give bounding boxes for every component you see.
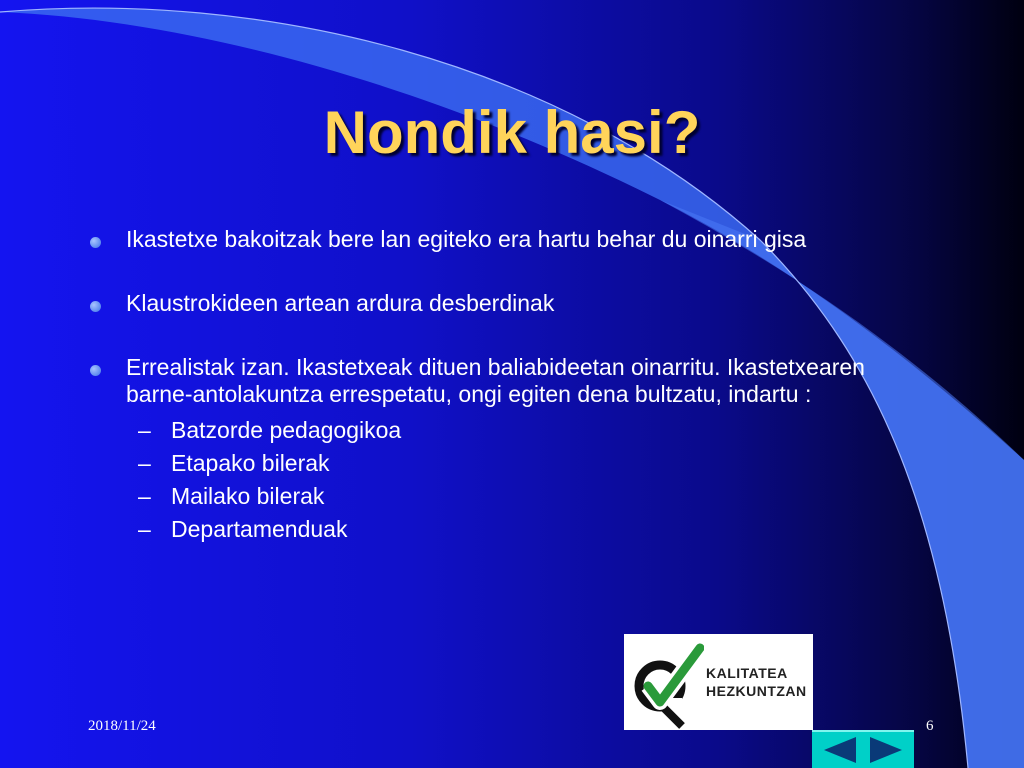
logo-text — [706, 664, 807, 700]
bullet-list — [88, 226, 868, 546]
triangle-left-icon — [818, 735, 862, 765]
footer-date: 2018/11/24 — [88, 718, 156, 734]
sub-item — [88, 447, 868, 480]
page-number: 6 — [926, 718, 934, 734]
bullet-dot-icon — [90, 365, 101, 376]
dash-marker: – — [138, 417, 151, 443]
logo-line-1: KALITATEA — [706, 665, 788, 681]
triangle-right-icon — [864, 735, 908, 765]
slide-title: Nondik hasi? — [323, 99, 701, 166]
dash-marker: – — [138, 516, 151, 542]
bullet-text: Errealistak izan. Ikastetxeak dituen baliabideetan oinarritu. Ikastetxearen barne-antolakuntza errespetatu, ongi egiten dena bultzatu, indartu : — [126, 354, 865, 407]
dash-marker: – — [138, 450, 151, 476]
check-emblem-icon — [624, 634, 704, 730]
next-slide-button[interactable] — [864, 735, 908, 765]
kalitatea-logo — [624, 634, 813, 730]
bullet-text: Ikastetxe bakoitzak bere lan egiteko era hartu behar du oinarri gisa — [126, 226, 807, 252]
sub-item-text: Mailako bilerak — [171, 483, 325, 509]
bullet-dot-icon — [90, 237, 101, 248]
sub-list — [88, 414, 868, 546]
bullet-text: Klaustrokideen artean ardura desberdinak — [126, 290, 555, 316]
sub-item-text: Etapako bilerak — [171, 450, 330, 476]
sub-item-text: Batzorde pedagogikoa — [171, 417, 402, 443]
logo-line-2: HEZKUNTZAN — [706, 683, 807, 699]
slide-navigation — [812, 730, 914, 768]
sub-item — [88, 480, 868, 513]
bullet-item — [88, 290, 868, 317]
dash-marker: – — [138, 483, 151, 509]
sub-item-text: Departamenduak — [171, 516, 348, 542]
bullet-dot-icon — [90, 301, 101, 312]
sub-item — [88, 513, 868, 546]
bullet-item — [88, 226, 868, 253]
previous-slide-button[interactable] — [818, 735, 862, 765]
sub-item — [88, 414, 868, 447]
bullet-item — [88, 354, 868, 408]
